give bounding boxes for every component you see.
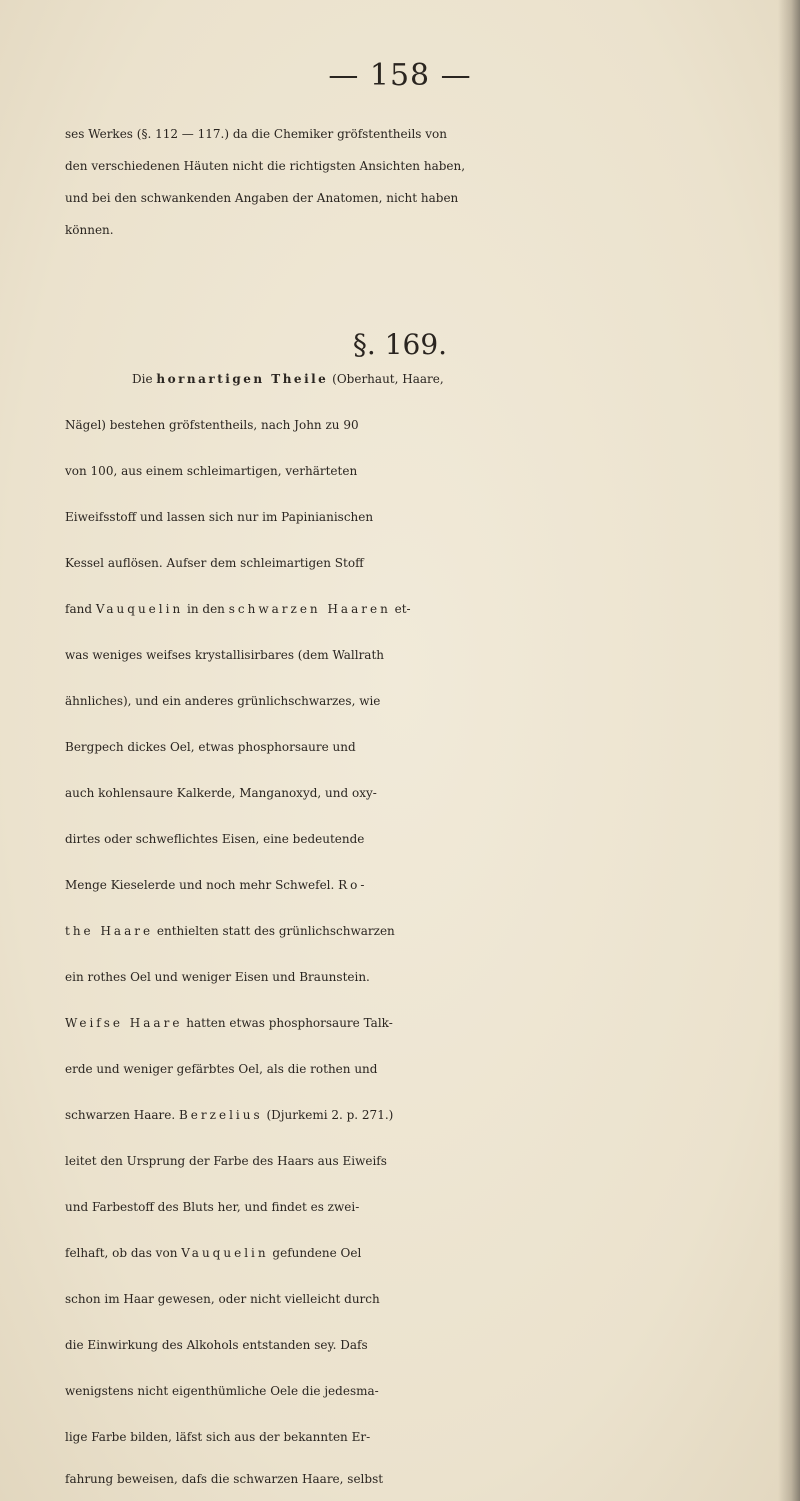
body-line-18: leitet den Ursprung der Farbe des Haars aus Eiweifs [65, 1154, 387, 1168]
body-line-2: Nägel) bestehen gröfstentheils, nach John zu 90 [65, 418, 359, 432]
body-line-23: wenigstens nicht eigenthümliche Oele die jedesma- [65, 1384, 379, 1398]
body-line-8: ähnliches), und ein anderes grünlichschwarzes, wie [65, 694, 381, 708]
body-line-6: fand Vauquelin in den schwarzen Haaren et- [65, 602, 411, 616]
body-line-1: Die hornartigen Theile (Oberhaut, Haare, [132, 372, 444, 386]
body-line-21: schon im Haar gewesen, oder nicht vielleicht durch [65, 1292, 380, 1306]
body-line-13: the Haare enthielten statt des grünlichschwarzen [65, 924, 395, 938]
body-line-14: ein rothes Oel und weniger Eisen und Braunstein. [65, 970, 370, 984]
intro-line-4: können. [65, 223, 114, 237]
page-number: — 158 — [328, 58, 472, 93]
body-line-25: fahrung beweisen, dafs die schwarzen Haare, selbst [65, 1472, 384, 1486]
body-line-3: von 100, aus einem schleimartigen, verhärteten [65, 464, 358, 478]
page-edge-shadow [778, 0, 800, 1501]
body-line-22: die Einwirkung des Alkohols entstanden sey. Dafs [65, 1338, 368, 1352]
body-line-7: was weniges weifses krystallisirbares (dem Wallrath [65, 648, 385, 662]
intro-line-2: den verschiedenen Häuten nicht die richtigsten Ansichten haben, [65, 159, 466, 173]
body-line-5: Kessel auflösen. Aufser dem schleimartigen Stoff [65, 556, 364, 570]
intro-line-1: ses Werkes (§. 112 — 117.) da die Chemiker gröfstentheils von [65, 127, 447, 141]
body-line-4: Eiweifsstoff und lassen sich nur im Papinianischen [65, 510, 374, 524]
body-line-12: Menge Kieselerde und noch mehr Schwefel. Ro- [65, 878, 368, 892]
intro-line-3: und bei den schwankenden Angaben der Anatomen, nicht haben [65, 191, 459, 205]
section-heading: §. 169. [352, 328, 448, 361]
body-line-10: auch kohlensaure Kalkerde, Manganoxyd, und oxy- [65, 786, 377, 800]
body-line-16: erde und weniger gefärbtes Oel, als die rothen und [65, 1062, 378, 1076]
body-line-9: Bergpech dickes Oel, etwas phosphorsaure und [65, 740, 356, 754]
body-line-20: felhaft, ob das von Vauquelin gefundene Oel [65, 1246, 362, 1260]
body-line-19: und Farbestoff des Bluts her, und findet es zwei- [65, 1200, 360, 1214]
body-line-11: dirtes oder schweflichtes Eisen, eine bedeutende [65, 832, 365, 846]
body-line-24: lige Farbe bilden, läfst sich aus der bekannten Er- [65, 1430, 371, 1444]
body-line-15: Weifse Haare hatten etwas phosphorsaure Talk- [65, 1016, 393, 1030]
body-line-17: schwarzen Haare. Berzelius (Djurkemi 2. p. 271.) [65, 1108, 394, 1122]
